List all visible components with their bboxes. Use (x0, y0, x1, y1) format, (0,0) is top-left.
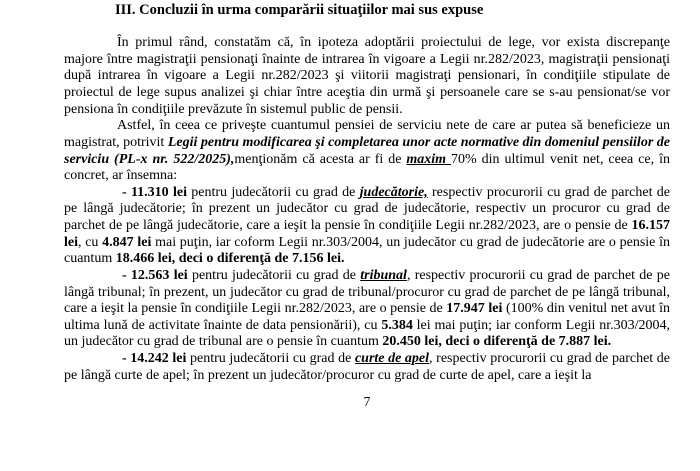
bullet-paragraph (64, 185, 670, 268)
text-segment: 17.947 lei (446, 301, 503, 317)
text-segment: 18.466 lei, deci o diferenţă de 7.156 lei. (115, 251, 345, 267)
text-segment: - 14.242 lei (122, 351, 187, 367)
bullet-paragraph (64, 351, 670, 384)
text-segment: tribunal (360, 267, 407, 283)
text-segment: lei mai puţin; iar conform Legii nr.303/2004, un judecător cu grad de tribunal are o pensie în cuantum (64, 317, 670, 350)
paragraph (64, 118, 670, 185)
document-body (64, 35, 670, 384)
text-segment: 16.157 lei (64, 218, 670, 250)
text-segment: 4.847 lei (102, 234, 152, 250)
paragraph (64, 35, 670, 118)
text-segment: judecătorie, (359, 184, 428, 200)
text-segment: maxim (406, 151, 452, 167)
text-segment: , respectiv procurorii cu grad de parchet de pe lângă tribunal; în prezent, un judecător cu grad de tribunal/procuror cu grad de parchet de pe lângă tribunal, care a ieşit la pensie în condiţiile Legii nr.282/2023, are o pensie de (64, 267, 671, 317)
text-segment: 70% din ultimul venit net, ceea ce, în concret, ar însemna: (64, 151, 670, 184)
text-segment: , respectiv procurorii cu grad de parchet de pe lângă curte de apel; în prezent un judecător/procuror cu grad de curte de apel, care a ieşit la (64, 351, 671, 383)
text-segment: - 11.310 lei (122, 184, 187, 200)
text-segment: (100% din venitul net avut în ultima lună de activitate înainte de data pensionării), cu (64, 301, 670, 333)
section-heading: III. Concluzii în urma comparării situaţiilor mai sus expuse (115, 2, 484, 18)
document-content (64, 2, 670, 384)
text-segment: , cu (78, 234, 103, 250)
text-segment: Astfel, în ceea ce priveşte cuantumul pensiei de serviciu nete de care ar putea să beneficieze un magistrat, potrivit (64, 118, 670, 150)
text-segment: pentru judecătorii cu grad de (187, 267, 361, 283)
page-number: 7 (363, 394, 371, 409)
text-segment: pentru judecătorii cu grad de (186, 351, 355, 367)
text-segment: - 12.563 lei (122, 267, 188, 283)
text-segment: Legii pentru modificarea şi completarea unor acte normative din domeniul pensiilor de serviciu (PL-x nr. 522/2025), (64, 134, 670, 167)
text-segment: respectiv procurorii cu grad de parchet de pe lângă judecătorie; în prezent un judecător cu grad de judecătorie, respectiv un procuror cu grad de parchet de pe lângă judecătorie, care a ieşit la pensie în condiţiile Legii nr.282/2023, are o pensie de (64, 184, 670, 234)
text-segment: 20.450 lei, deci o diferenţă de 7.887 lei. (382, 334, 612, 350)
bullet-paragraph (64, 268, 670, 351)
text-segment: 5.384 (381, 317, 413, 333)
text-segment: mai puţin, iar coform Legii nr.303/2004, un judecător cu grad de judecătorie are o pensie în cuantum (64, 234, 670, 267)
text-segment: curte de apel (354, 351, 430, 367)
text-segment: pentru judecătorii cu grad de (186, 184, 360, 200)
text-segment: În primul rând, constatăm că, în ipoteza adoptării proiectului de lege, vor exista discrepanţe majore între magistraţii pensionaţi înainte de intrarea în vigoare a Legii nr.282/2023, magistraţii pensionaţi după intrarea în vigoare a Legii nr.282/2023 şi viitorii magistraţi pensionari, în condiţiile stipulate de proiectul de lege supus analizei şi chiar între aceştia din urmă şi persoanele care se s-au pensionat/se vor pensiona în condiţiile prevăzute în sistemul public de pensii. (64, 35, 670, 117)
text-segment: menţionăm că acesta ar fi de (234, 151, 407, 167)
